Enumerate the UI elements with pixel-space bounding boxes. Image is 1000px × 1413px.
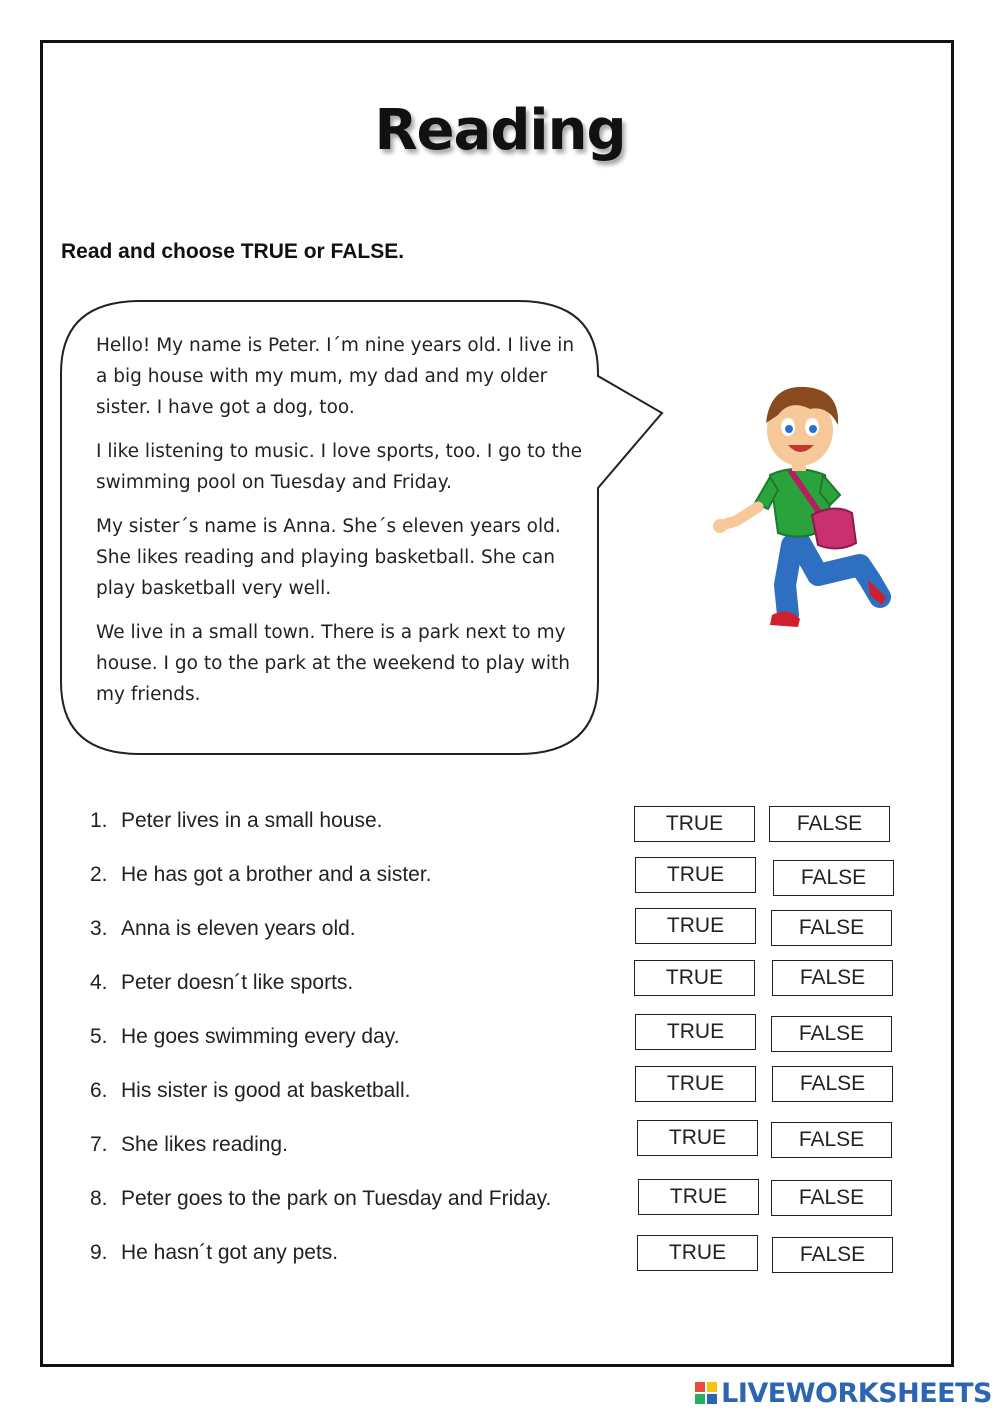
- q9-false-button[interactable]: FALSE: [772, 1237, 893, 1273]
- boy-illustration: [700, 375, 910, 635]
- q9-true-button[interactable]: TRUE: [637, 1235, 758, 1271]
- question-7: 7. She likes reading.: [90, 1133, 288, 1156]
- instruction-text: Read and choose TRUE or FALSE.: [61, 240, 405, 263]
- brand-name: LIVEWORKSHEETS: [721, 1377, 992, 1409]
- liveworksheets-logo-icon: [695, 1382, 717, 1404]
- q6-true-button[interactable]: TRUE: [635, 1066, 756, 1102]
- q8-true-button[interactable]: TRUE: [638, 1179, 759, 1215]
- story-paragraph-4: We live in a small town. There is a park next to my house. I go to the park at the weekend to play with my friends.: [96, 622, 570, 705]
- story-text: [96, 330, 586, 723]
- q7-false-button[interactable]: FALSE: [771, 1122, 892, 1158]
- q5-true-button[interactable]: TRUE: [635, 1014, 756, 1050]
- q3-true-button[interactable]: TRUE: [635, 908, 756, 944]
- q6-false-button[interactable]: FALSE: [772, 1066, 893, 1102]
- question-3: 3. Anna is eleven years old.: [90, 917, 356, 940]
- q4-true-button[interactable]: TRUE: [634, 960, 755, 996]
- page-title: Reading: [374, 98, 626, 163]
- q8-false-button[interactable]: FALSE: [771, 1180, 892, 1216]
- q2-true-button[interactable]: TRUE: [635, 857, 756, 893]
- question-1: 1. Peter lives in a small house.: [90, 809, 383, 832]
- story-paragraph-2: I like listening to music. I love sports, too. I go to the swimming pool on Tuesday and Friday.: [96, 441, 582, 493]
- q1-true-button[interactable]: TRUE: [634, 806, 755, 842]
- liveworksheets-logo: [695, 1376, 992, 1410]
- question-9: 9. He hasn´t got any pets.: [90, 1241, 339, 1264]
- question-6: 6. His sister is good at basketball.: [90, 1079, 411, 1102]
- question-2: 2. He has got a brother and a sister.: [90, 863, 432, 886]
- q2-false-button[interactable]: FALSE: [773, 860, 894, 896]
- q1-false-button[interactable]: FALSE: [769, 806, 890, 842]
- question-5: 5. He goes swimming every day.: [90, 1025, 400, 1048]
- question-8: 8. Peter goes to the park on Tuesday and Friday.: [90, 1187, 552, 1210]
- q5-false-button[interactable]: FALSE: [771, 1016, 892, 1052]
- story-paragraph-3: My sister´s name is Anna. She´s eleven years old. She likes reading and playing basketball. She can play basketball very well.: [96, 516, 561, 599]
- q3-false-button[interactable]: FALSE: [771, 910, 892, 946]
- q4-false-button[interactable]: FALSE: [772, 960, 893, 996]
- question-4: 4. Peter doesn´t like sports.: [90, 971, 354, 994]
- q7-true-button[interactable]: TRUE: [637, 1120, 758, 1156]
- story-paragraph-1: Hello! My name is Peter. I´m nine years old. I live in a big house with my mum, my dad and my older sister. I have got a dog, too.: [96, 335, 575, 418]
